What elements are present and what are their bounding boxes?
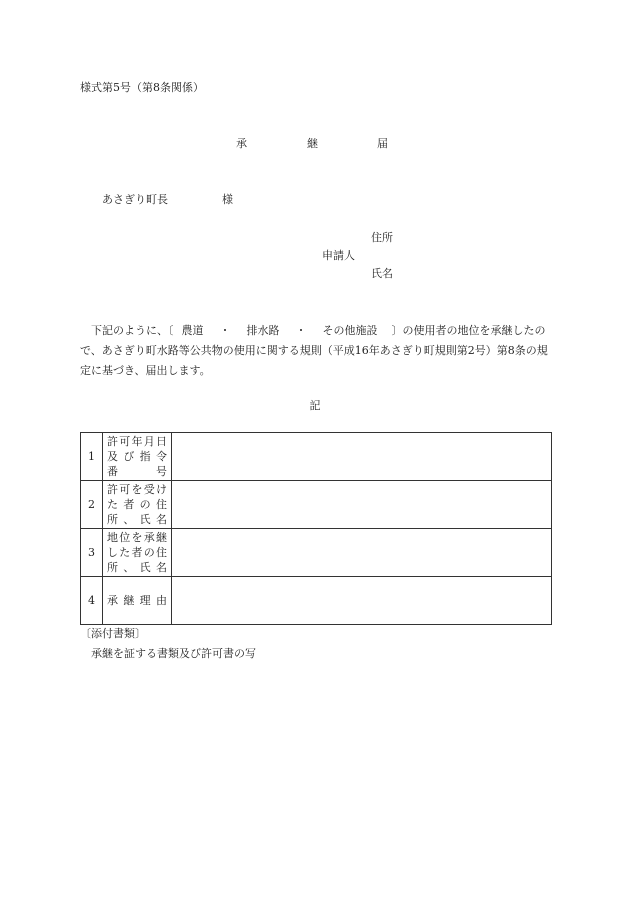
row-value-field[interactable] [172,529,552,577]
option-separator: ・ [219,324,231,337]
label-line: た者の住 [107,498,167,511]
option-separator: ・ [295,324,307,337]
table-row [81,433,552,481]
row-value-field[interactable] [172,481,552,529]
form-number: 様式第5号（第8条関係） [80,81,204,94]
title-char-3: 届 [377,137,388,150]
ki-heading: 記 [309,399,321,412]
attachments-title: 〔添付書類〕 [80,627,146,640]
row-number: 3 [81,529,103,577]
row-label [103,433,172,481]
row-number: 4 [81,577,103,625]
addressee-honorific: 様 [222,193,233,206]
label-line: 許可年月日 [107,435,167,448]
attachment-item: 承継を証する書類及び許可書の写 [91,647,256,660]
label-line: 許可を受け [107,483,167,496]
option-farm-road: 農道 [181,324,204,337]
option-other-facility: その他施設 [322,324,378,337]
body-part-2: 〕の使用者の地位を承継したので、あさぎり町水路等公共物の使用に関する規則（平成16年あさぎり町規則第2号）第8条の規定に基づき、届出します。 [80,324,548,377]
addressee [102,193,233,207]
label-line: 地位を承継 [107,531,167,544]
applicant-label: 申請人 [322,249,355,262]
addressee-name: あさぎり町長 [102,193,168,206]
document-title [0,137,630,151]
row-value-field[interactable] [172,433,552,481]
body-paragraph [80,321,555,381]
title-char-1: 承 [236,137,247,150]
row-label [103,529,172,577]
form-table [80,432,552,625]
table-row [81,481,552,529]
row-number: 1 [81,433,103,481]
address-label: 住所 [371,231,393,244]
label-line: 所、氏名 [107,513,167,526]
title-char-2: 継 [307,137,318,150]
body-part-1: 下記のように、〔 [91,324,174,337]
label-line: 及び指令 [107,450,167,463]
label-line: 番号 [107,465,167,478]
table-row [81,529,552,577]
label-line: 所、氏名 [107,561,167,574]
label-line: した者の住 [107,546,167,559]
label-line: 承継理由 [107,594,167,607]
table-row [81,577,552,625]
row-number: 2 [81,481,103,529]
name-label: 氏名 [371,267,393,280]
option-drainage: 排水路 [246,324,280,337]
row-value-field[interactable] [172,577,552,625]
row-label [103,481,172,529]
row-label [103,577,172,625]
